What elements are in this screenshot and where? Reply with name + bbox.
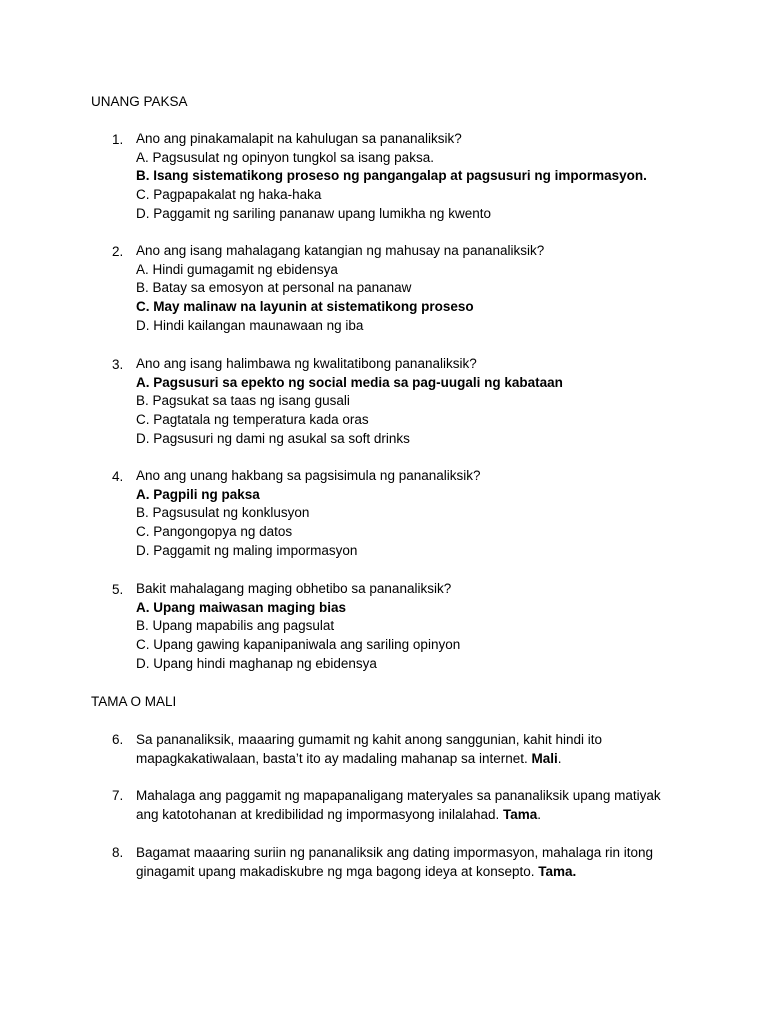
question-5	[112, 580, 682, 674]
answer-tail: .	[557, 751, 562, 766]
question-number: 5.	[112, 582, 124, 597]
item-number: 8.	[112, 845, 124, 860]
question-text: Ano ang pinakamalapit na kahulugan sa pananaliksik?	[136, 131, 462, 146]
option-c: C. Upang gawing kapanipaniwala ang sariling opinyon	[136, 637, 461, 653]
section-title-mcq: UNANG PAKSA	[91, 94, 188, 109]
item-statement	[136, 843, 682, 881]
statement-text: Sa pananaliksik, maaaring gumamit ng kahit anong sanggunian, kahit hindi ito mapagkakatiwalaan, basta’t ito ay madaling mahanap sa internet.	[136, 732, 603, 766]
option-b-correct: B. Isang sistematikong proseso ng pangangalap at pagsusuri ng impormasyon.	[136, 168, 647, 184]
question-text: Bakit mahalagang maging obhetibo sa pananaliksik?	[136, 581, 452, 596]
option-c: C. Pagpapakalat ng haka-haka	[136, 187, 322, 203]
option-b: B. Upang mapabilis ang pagsulat	[136, 618, 335, 634]
option-b: B. Pagsusulat ng konklusyon	[136, 505, 310, 521]
question-text: Ano ang unang hakbang sa pagsisimula ng pananaliksik?	[136, 468, 481, 483]
option-a-correct: A. Pagsusuri sa epekto ng social media sa pag-uugali ng kabataan	[136, 374, 563, 390]
question-number: 1.	[112, 132, 124, 147]
option-d: D. Hindi kailangan maunawaan ng iba	[136, 317, 364, 333]
option-c-correct: C. May malinaw na layunin at sistematikong proseso	[136, 299, 474, 315]
true-false-item-7	[112, 786, 682, 824]
question-number: 4.	[112, 469, 124, 484]
option-c: C. Pangongopya ng datos	[136, 524, 293, 540]
item-number: 7.	[112, 788, 124, 803]
item-statement	[136, 786, 682, 824]
question-1	[112, 130, 682, 224]
option-d: D. Paggamit ng maling impormasyon	[136, 542, 358, 558]
option-a: A. Hindi gumagamit ng ebidensya	[136, 261, 338, 277]
true-false-item-6	[112, 730, 682, 768]
item-statement	[136, 730, 682, 768]
answer-mali: Mali	[531, 751, 558, 766]
option-d: D. Upang hindi maghanap ng ebidensya	[136, 655, 377, 671]
statement-text: Bagamat maaaring suriin ng pananaliksik ang dating impormasyon, mahalaga rin itong ginagamit upang makadiskubre ng mga bagong ideya at konsepto.	[136, 845, 654, 879]
option-a-correct: A. Upang maiwasan maging bias	[136, 599, 347, 615]
answer-tail: .	[537, 807, 542, 822]
question-number: 2.	[112, 244, 124, 259]
question-4	[112, 467, 682, 561]
section-title-true-false: TAMA O MALI	[91, 694, 177, 709]
option-c: C. Pagtatala ng temperatura kada oras	[136, 412, 369, 428]
answer-tama: Tama	[503, 807, 538, 822]
option-a-correct: A. Pagpili ng paksa	[136, 486, 260, 502]
option-b: B. Batay sa emosyon at personal na pananaw	[136, 280, 412, 296]
question-3	[112, 355, 682, 449]
option-b: B. Pagsukat sa taas ng isang gusali	[136, 393, 350, 409]
true-false-item-8	[112, 843, 682, 881]
question-text: Ano ang isang halimbawa ng kwalitatibong pananaliksik?	[136, 356, 477, 371]
item-number: 6.	[112, 732, 124, 747]
statement-text: Mahalaga ang paggamit ng mapapanaligang materyales sa pananaliksik upang matiyak ang katotohanan at kredibilidad ng impormasyong inilalahad.	[136, 788, 661, 822]
answer-tama: Tama.	[538, 864, 577, 879]
option-d: D. Pagsusuri ng dami ng asukal sa soft drinks	[136, 430, 410, 446]
option-a: A. Pagsusulat ng opinyon tungkol sa isang paksa.	[136, 149, 434, 165]
question-number: 3.	[112, 357, 124, 372]
option-d: D. Paggamit ng sariling pananaw upang lumikha ng kwento	[136, 205, 491, 221]
question-text: Ano ang isang mahalagang katangian ng mahusay na pananaliksik?	[136, 243, 545, 258]
question-2	[112, 242, 682, 336]
